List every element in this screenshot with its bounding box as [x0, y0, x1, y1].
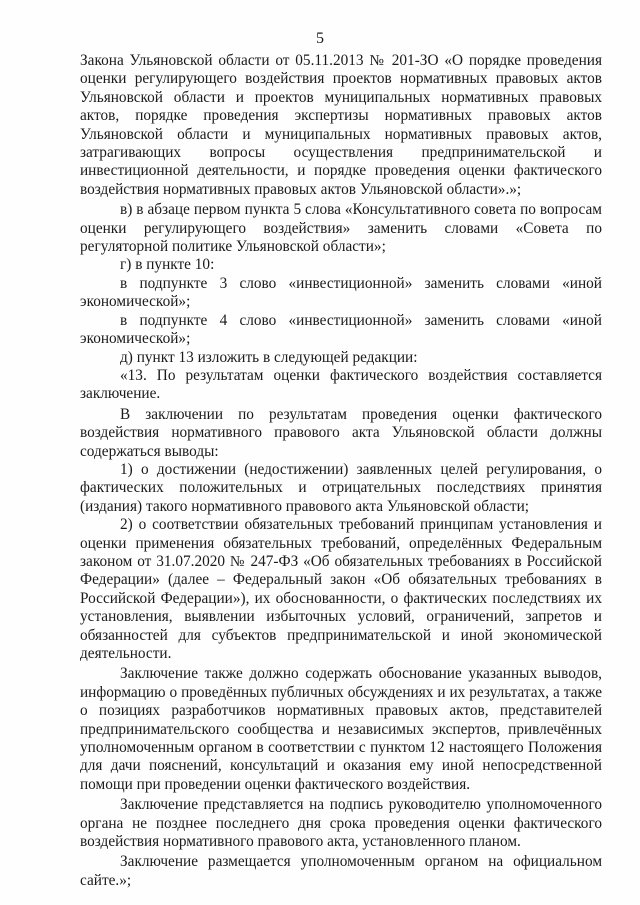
- paragraph-law-reference: Закона Ульяновской области от 05.11.2013 № 201-ЗО «О порядке проведения оценки регулирующего воздействия проектов нормативных правовых актов Ульяновской области и проектов муниципальных нормативных правовых актов, порядке проведения экспертизы нормативных правовых актов Ульяновской области и муниципальных нормативных правовых актов, затрагивающих вопросы осуществления предпринимательской и инвестиционной деятельности, и порядке проведения оценки фактического воздействия нормативных правовых актов Ульяновской области».»;: [80, 52, 602, 198]
- paragraph-conclusion-signing: Заключение представляется на подпись руководителю уполномоченного органа не позднее последнего дня срока проведения оценки фактического воздействия нормативного правового акта, установленного планом.: [80, 796, 602, 851]
- paragraph-point-13: «13. По результатам оценки фактического воздействия составляется заключение.: [80, 366, 602, 403]
- paragraph-subitem-4: в подпункте 4 слово «инвестиционной» заменить словами «иной экономической»;: [80, 311, 602, 348]
- paragraph-item-d: д) пункт 13 изложить в следующей редакции:: [120, 348, 418, 366]
- paragraph-item-g: г) в пункте 10:: [120, 256, 215, 274]
- paragraph-subitem-3: в подпункте 3 слово «инвестиционной» заменить словами «иной экономической»;: [80, 274, 602, 311]
- paragraph-conclusion-publication: Заключение размещается уполномоченным органом на официальном сайте.»;: [80, 853, 602, 889]
- paragraph-conclusion-content: Заключение также должно содержать обоснование указанных выводов, информацию о проведённых публичных обсуждениях и их результатах, а также о позициях разработчиков нормативных правовых актов, представителей предпринимательского сообщества и независимых экспертов, привлечённых уполномоченным органом в соответствии с пунктом 12 настоящего Положения для дачи пояснений, консультаций и оказания ему иной непосредственной помощи при проведении оценки фактического воздействия.: [80, 665, 602, 793]
- document-body: [80, 52, 602, 890]
- paragraph-conclusion-1: 1) о достижении (недостижении) заявленных целей регулирования, о фактических положительных и отрицательных последствиях принятия (издания) такого нормативного правового акта Ульяновской области;: [80, 460, 602, 515]
- paragraph-conclusions-intro: В заключении по результатам проведения оценки фактического воздействия нормативного правового акта Ульяновской области должны содержаться выводы:: [80, 405, 602, 460]
- page-number: 5: [316, 30, 324, 47]
- paragraph-item-v: в) в абзаце первом пункта 5 слова «Консультативного совета по вопросам оценки регулирующего воздействия» заменить словами «Совета по регуляторной политике Ульяновской области»;: [80, 201, 602, 256]
- paragraph-conclusion-2: 2) о соответствии обязательных требований принципам установления и оценки применения обязательных требований, определённых Федеральным законом от 31.07.2020 № 247-ФЗ «Об обязательных требованиях в Российской Федерации» (далее – Федеральный закон «Об обязательных требованиях в Российской Федерации»), их обоснованности, о фактических последствиях их установления, выявлении избыточных условий, ограничений, запретов и обязанностей для субъектов предпринимательской и иной экономической деятельности.: [80, 516, 602, 662]
